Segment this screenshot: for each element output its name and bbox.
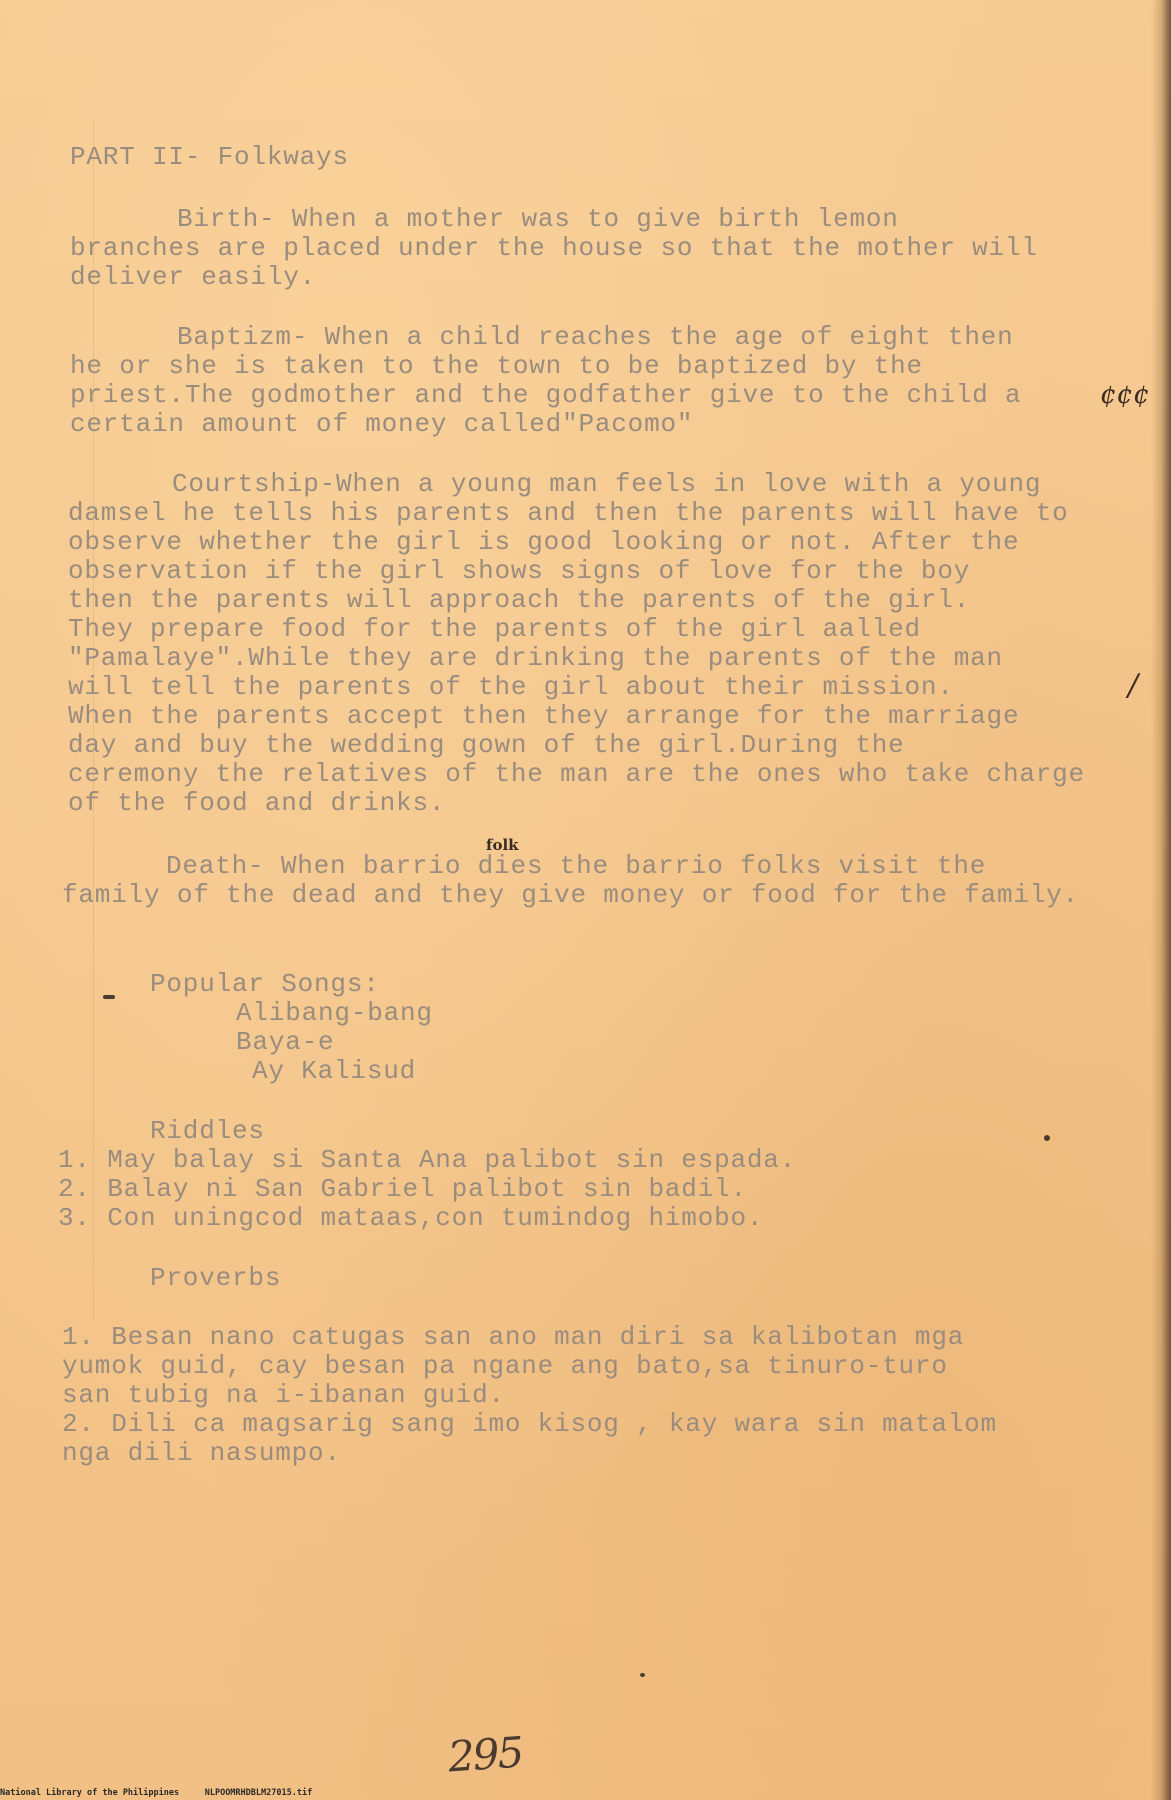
courtship-line-9: When the parents accept then they arrange for the marriage [68, 701, 1020, 731]
birth-line-1: Birth- When a mother was to give birth lemon [177, 204, 899, 234]
proverb-line: nga dili nasumpo. [62, 1438, 341, 1468]
ink-dash-mark [103, 995, 115, 999]
courtship-line-6: They prepare food for the parents of the girl aalled [68, 614, 921, 644]
footer-filename: NLPOOMRHDBLM27015.tif [204, 1788, 313, 1798]
baptism-line-3: priest.The godmother and the godfather give to the child a [70, 380, 1022, 410]
proverbs-heading: Proverbs [150, 1263, 282, 1293]
proverb-line: 1. Besan nano catugas san ano man diri sa kalibotan mga [62, 1322, 965, 1352]
proverb-line: 2. Dili ca magsarig sang imo kisog , kay wara sin matalom [62, 1409, 997, 1439]
courtship-line-8: will tell the parents of the girl about their mission. [68, 672, 954, 702]
courtship-line-3: observe whether the girl is good looking or not. After the [68, 527, 1020, 557]
courtship-line-2: damsel he tells his parents and then the parents will have to [68, 498, 1069, 528]
riddles-heading: Riddles [150, 1116, 265, 1146]
baptism-line-4: certain amount of money called"Pacomo" [70, 409, 694, 439]
birth-line-2: branches are placed under the house so that the mother will [70, 233, 1038, 263]
courtship-line-1: Courtship-When a young man feels in love with a young [172, 469, 1042, 499]
footer-library: National Library of the Philippines [0, 1788, 180, 1798]
riddle-item: 3. Con uningcod mataas,con tumindog himobo. [58, 1203, 764, 1233]
strikeout-slash: / [1128, 668, 1139, 703]
page-number: 295 [446, 1727, 524, 1782]
song-item: Alibang-bang [236, 998, 433, 1028]
page-title: PART II- Folkways [70, 142, 349, 172]
proverb-line: yumok guid, cay besan pa ngane ang bato,sa tinuro-turo [62, 1351, 948, 1381]
archive-footer [0, 1788, 312, 1798]
strikeout-mark: ¢¢¢ [1100, 380, 1150, 410]
riddle-item: 2. Balay ni San Gabriel palibot sin badil. [58, 1174, 747, 1204]
courtship-line-5: then the parents will approach the parents of the girl. [68, 585, 971, 615]
baptism-line-2: he or she is taken to the town to be baptized by the [70, 351, 923, 381]
songs-heading: Popular Songs: [150, 969, 380, 999]
courtship-line-4: observation if the girl shows signs of love for the boy [68, 556, 971, 586]
baptism-line-1: Baptizm- When a child reaches the age of eight then [177, 322, 1014, 352]
courtship-line-12: of the food and drinks. [68, 788, 446, 818]
courtship-line-11: ceremony the relatives of the man are the ones who take charge [68, 759, 1085, 789]
song-item: Baya-e [236, 1027, 335, 1057]
song-item: Ay Kalisud [252, 1056, 417, 1086]
courtship-line-10: day and buy the wedding gown of the girl.During the [68, 730, 905, 760]
ink-speck [640, 1673, 645, 1677]
death-line-1: Death- When barrio dies the barrio folks visit the [166, 851, 987, 881]
paper-edge-shadow [1151, 0, 1171, 1800]
proverb-line: san tubig na i-ibanan guid. [62, 1380, 505, 1410]
riddle-item: 1. May balay si Santa Ana palibot sin espada. [58, 1145, 797, 1175]
courtship-line-7: "Pamalaye".While they are drinking the parents of the man [68, 643, 1003, 673]
handwritten-insert-folk: folk [486, 836, 519, 854]
birth-line-3: deliver easily. [70, 262, 317, 292]
ink-dot [1044, 1135, 1050, 1141]
death-line-2: family of the dead and they give money or food for the family. [62, 880, 1079, 910]
